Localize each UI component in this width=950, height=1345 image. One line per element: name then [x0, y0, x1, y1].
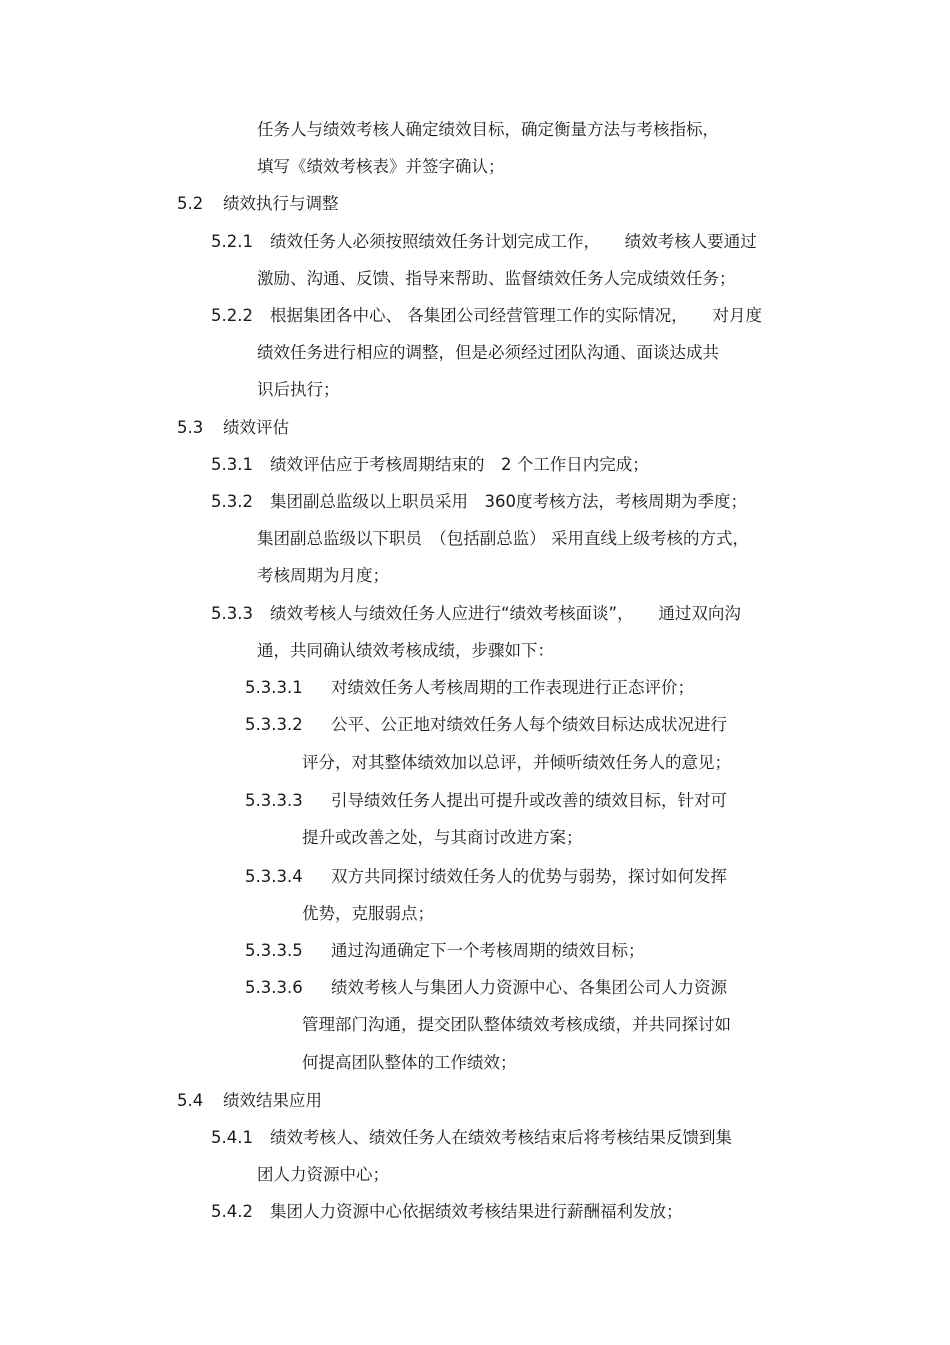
item-5-4-2-number: 5.4.2 [211, 1202, 253, 1221]
item-5-4-1-line-1: 绩效考核人、绩效任务人在绩效考核结束后将考核结果反馈到集 [270, 1128, 732, 1147]
section-5-3-title: 绩效评估 [223, 418, 289, 437]
section-5-3-number: 5.3 [177, 418, 204, 437]
item-5-2-2-line-3: 识后执行； [257, 380, 340, 399]
subitem-5-3-3-1-number: 5.3.3.1 [245, 678, 303, 697]
item-5-2-1-number: 5.2.1 [211, 232, 253, 251]
section-5-2-title: 绩效执行与调整 [223, 194, 339, 213]
section-5-4-number: 5.4 [177, 1091, 204, 1110]
subitem-5-3-3-2-line-1: 公平、公正地对绩效任务人每个绩效目标达成状况进行 [331, 715, 727, 734]
item-5-4-2-line-1: 集团人力资源中心依据绩效考核结果进行薪酬福利发放； [270, 1202, 683, 1221]
subitem-5-3-3-6-number: 5.3.3.6 [245, 978, 303, 997]
item-5-2-2-number: 5.2.2 [211, 306, 253, 325]
subitem-5-3-3-4-number: 5.3.3.4 [245, 867, 303, 886]
subitem-5-3-3-4-line-2: 优势，克服弱点； [302, 904, 434, 923]
subitem-5-3-3-3-line-1: 引导绩效任务人提出可提升或改善的绩效目标，针对可 [331, 791, 727, 810]
subitem-5-3-3-6-line-3: 何提高团队整体的工作绩效； [302, 1053, 517, 1072]
item-5-3-3-number: 5.3.3 [211, 604, 253, 623]
subitem-5-3-3-3-line-2: 提升或改善之处，与其商讨改进方案； [302, 828, 583, 847]
section-5-4-title: 绩效结果应用 [223, 1091, 322, 1110]
intro-line-1: 任务人与绩效考核人确定绩效目标，确定衡量方法与考核指标， [257, 120, 719, 139]
item-5-2-2-line-2: 绩效任务进行相应的调整，但是必须经过团队沟通、面谈达成共 [257, 343, 719, 362]
subitem-5-3-3-6-line-2: 管理部门沟通，提交团队整体绩效考核成绩，并共同探讨如 [302, 1015, 731, 1034]
subitem-5-3-3-6-line-1: 绩效考核人与集团人力资源中心、各集团公司人力资源 [331, 978, 727, 997]
item-5-2-1-line-2: 激励、沟通、反馈、指导来帮助、监督绩效任务人完成绩效任务； [257, 269, 736, 288]
section-5-2-number: 5.2 [177, 194, 204, 213]
intro-line-2: 填写《绩效考核表》并签字确认； [257, 157, 505, 176]
subitem-5-3-3-2-number: 5.3.3.2 [245, 715, 303, 734]
item-5-2-1-line-1: 绩效任务人必须按照绩效任务计划完成工作， 绩效考核人要通过 [270, 232, 757, 251]
item-5-4-1-line-2: 团人力资源中心； [257, 1165, 389, 1184]
item-5-3-3-line-1: 绩效考核人与绩效任务人应进行“绩效考核面谈”， 通过双向沟 [270, 604, 741, 623]
item-5-3-3-line-2: 通，共同确认绩效考核成绩，步骤如下： [257, 641, 554, 660]
item-5-4-1-number: 5.4.1 [211, 1128, 253, 1147]
item-5-3-1-number: 5.3.1 [211, 455, 253, 474]
item-5-3-2-line-1: 集团副总监级以上职员采用 360度考核方法，考核周期为季度； [270, 492, 747, 511]
subitem-5-3-3-3-number: 5.3.3.3 [245, 791, 303, 810]
item-5-3-2-line-3: 考核周期为月度； [257, 566, 389, 585]
item-5-3-2-line-2: 集团副总监级以下职员 （包括副总监） 采用直线上级考核的方式， [257, 529, 749, 548]
item-5-3-1-line-1: 绩效评估应于考核周期结束的 2 个工作日内完成； [270, 455, 649, 474]
subitem-5-3-3-2-line-2: 评分，对其整体绩效加以总评，并倾听绩效任务人的意见； [302, 753, 731, 772]
item-5-3-2-number: 5.3.2 [211, 492, 253, 511]
item-5-2-2-line-1: 根据集团各中心、 各集团公司经营管理工作的实际情况， 对月度 [270, 306, 762, 325]
subitem-5-3-3-5-line-1: 通过沟通确定下一个考核周期的绩效目标； [331, 941, 645, 960]
subitem-5-3-3-1-line-1: 对绩效任务人考核周期的工作表现进行正态评价； [331, 678, 694, 697]
subitem-5-3-3-5-number: 5.3.3.5 [245, 941, 303, 960]
subitem-5-3-3-4-line-1: 双方共同探讨绩效任务人的优势与弱势，探讨如何发挥 [331, 867, 727, 886]
